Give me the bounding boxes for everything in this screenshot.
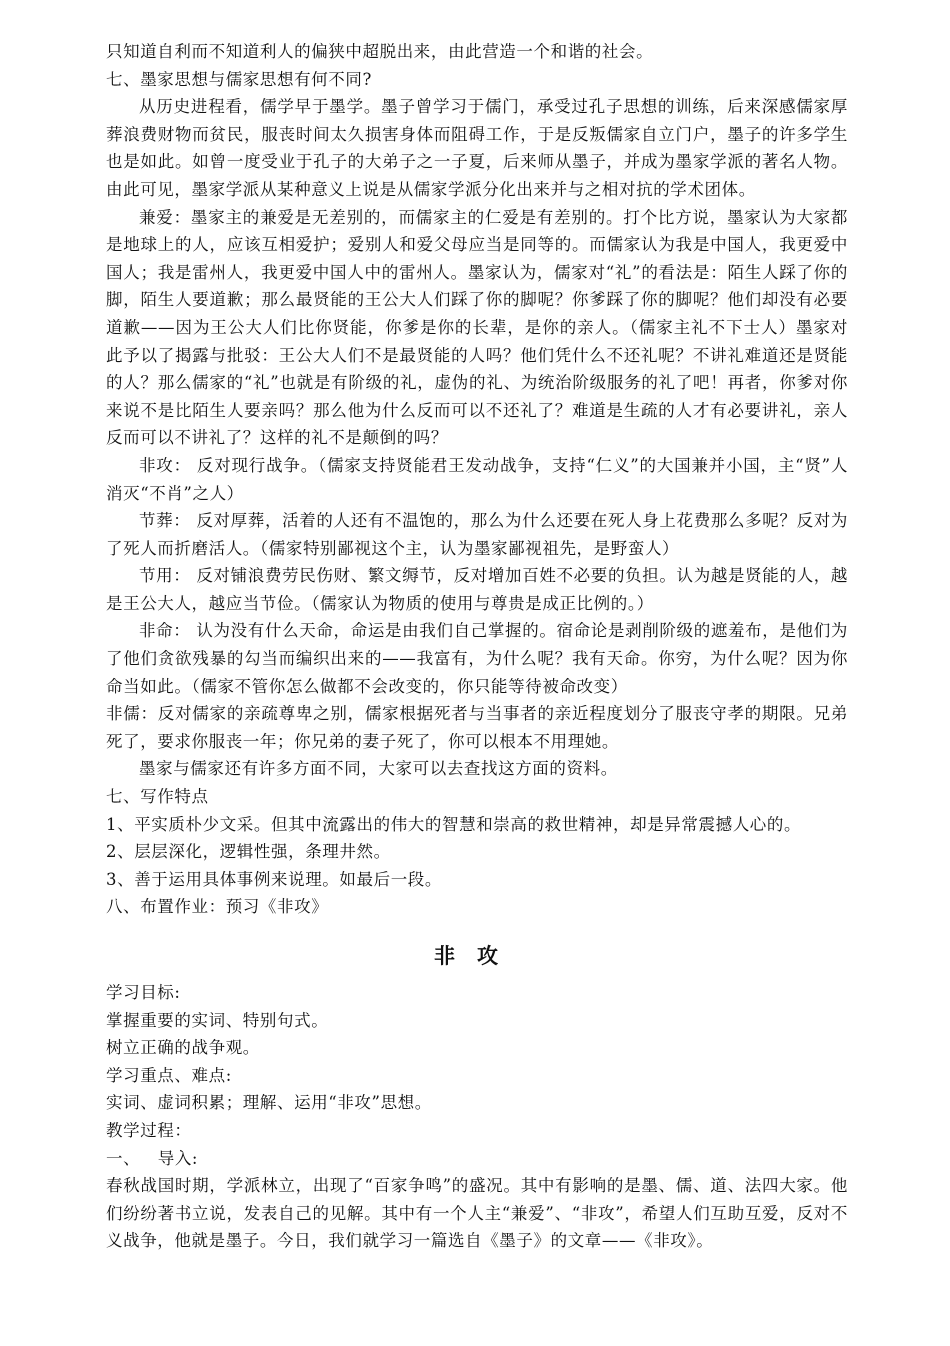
document-page bbox=[106, 38, 848, 1255]
step-1-intro-heading: 一、 导入: bbox=[106, 1148, 199, 1168]
process-label: 教学过程： bbox=[106, 1120, 192, 1140]
lesson-title: 非攻 bbox=[434, 943, 520, 968]
section-heading-writing: 七、写作特点 bbox=[106, 787, 209, 807]
paragraph-feiming: 非命： 认为没有什么天命，命运是由我们自己掌握的。宿命论是剥削阶级的遮羞布，是他们为了他们贪欲残暴的勾当而编织出来的——我富有，为什么呢？我有天命。你穷，为什么呢？因为你命当如此。（儒家不管你怎么做都不会改变的，你只能等待被命改变） bbox=[106, 621, 848, 696]
goal-1: 掌握重要的实词、特别句式。 bbox=[106, 1010, 329, 1030]
homework-line: 八、布置作业：预习《非攻》 bbox=[106, 897, 329, 917]
paragraph-jianai: 兼爱：墨家主的兼爱是无差别的，而儒家主的仁爱是有差别的。打个比方说，墨家认为大家都是地球上的人，应该互相爱护；爱别人和爱父母应当是同等的。而儒家认为我是中国人，我更爱中国人；我是雷州人，我更爱中国人中的雷州人。墨家认为，儒家对“礼”的看法是：陌生人踩了你的脚，陌生人要道歉；那么最贤能的王公大人们踩了你的脚呢？你爹踩了你的脚呢？他们却没有必要道歉——因为王公大人们比你贤能，你爹是你的长辈，是你的亲人。（儒家主礼不下士人）墨家对此予以了揭露与批驳：王公大人们不是最贤能的人吗？他们凭什么不还礼呢？不讲礼难道还是贤能的人？那么儒家的“礼”也就是有阶级的礼，虚伪的礼、为统治阶级服务的礼了吧！再者，你爹对你来说不是比陌生人要亲吗？那么他为什么反而可以不还礼了？难道是生疏的人才有必要讲礼，亲人反而可以不讲礼了？这样的礼不是颠倒的吗？ bbox=[106, 207, 848, 448]
focus-label: 学习重点、难点: bbox=[106, 1065, 232, 1085]
writing-feature-2: 2、层层深化，逻辑性强，条理井然。 bbox=[106, 842, 391, 862]
goal-2: 树立正确的战争观。 bbox=[106, 1038, 260, 1058]
goals-label: 学习目标: bbox=[106, 983, 181, 1002]
paragraph-feiru: 非儒：反对儒家的亲疏尊卑之别，儒家根据死者与当事者的亲近程度划分了服丧守孝的期限。兄弟死了，要求你服丧一年；你兄弟的妻子死了，你可以根本不用理她。 bbox=[106, 704, 848, 751]
paragraph-jieyong: 节用： 反对铺浪费劳民伤财、繁文缛节，反对增加百姓不必要的负担。认为越是贤能的人，越是王公大人，越应当节俭。（儒家认为物质的使用与尊贵是成正比例的。） bbox=[106, 566, 848, 613]
paragraph-summary: 墨家与儒家还有许多方面不同，大家可以去查找这方面的资料。 bbox=[139, 759, 618, 779]
intro-paragraph: 春秋战国时期，学派林立，出现了“百家争鸣”的盛况。其中有影响的是墨、儒、道、法四大家。他们纷纷著书立说，发表自己的见解。其中有一个人主“兼爱”、“非攻”，希望人们互助互爱，反对不义战争，他就是墨子。今日，我们就学习一篇选自《墨子》的文章——《非攻》。 bbox=[106, 1176, 848, 1251]
writing-feature-3: 3、善于运用具体事例来说理。如最后一段。 bbox=[106, 869, 442, 889]
section-heading-difference: 七、墨家思想与儒家思想有何不同? bbox=[106, 69, 372, 89]
focus-text: 实词、虚词积累；理解、运用“非攻”思想。 bbox=[106, 1093, 432, 1113]
paragraph-jiezang: 节葬： 反对厚葬，活着的人还有不温饱的，那么为什么还要在死人身上花费那么多呢？反对为了死人而折磨活人。（儒家特别鄙视这个主，认为墨家鄙视祖先，是野蛮人） bbox=[106, 511, 848, 558]
paragraph-feigong: 非攻： 反对现行战争。（儒家支持贤能君王发动战争，支持“仁义”的大国兼并小国，主“贤”人消灭“不肖”之人） bbox=[106, 455, 848, 503]
paragraph-continuation: 只知道自利而不知道利人的偏狭中超脱出来，由此营造一个和谐的社会。 bbox=[106, 42, 654, 61]
paragraph-history: 从历史进程看，儒学早于墨学。墨子曾学习于儒门，承受过孔子思想的训练，后来深感儒家厚葬浪费财物而贫民，服丧时间太久损害身体而阻碍工作，于是反叛儒家自立门户，墨子的许多学生也是如此。如曾一度受业于孔子的大弟子之一子夏，后来师从墨子，并成为墨家学派的著名人物。由此可见，墨家学派从某种意义上说是从儒家学派分化出来并与之相对抗的学术团体。 bbox=[106, 97, 848, 199]
writing-feature-1: 1、平实质朴少文采。但其中流露出的伟大的智慧和崇高的救世精神，却是异常震撼人心的。 bbox=[106, 814, 802, 834]
